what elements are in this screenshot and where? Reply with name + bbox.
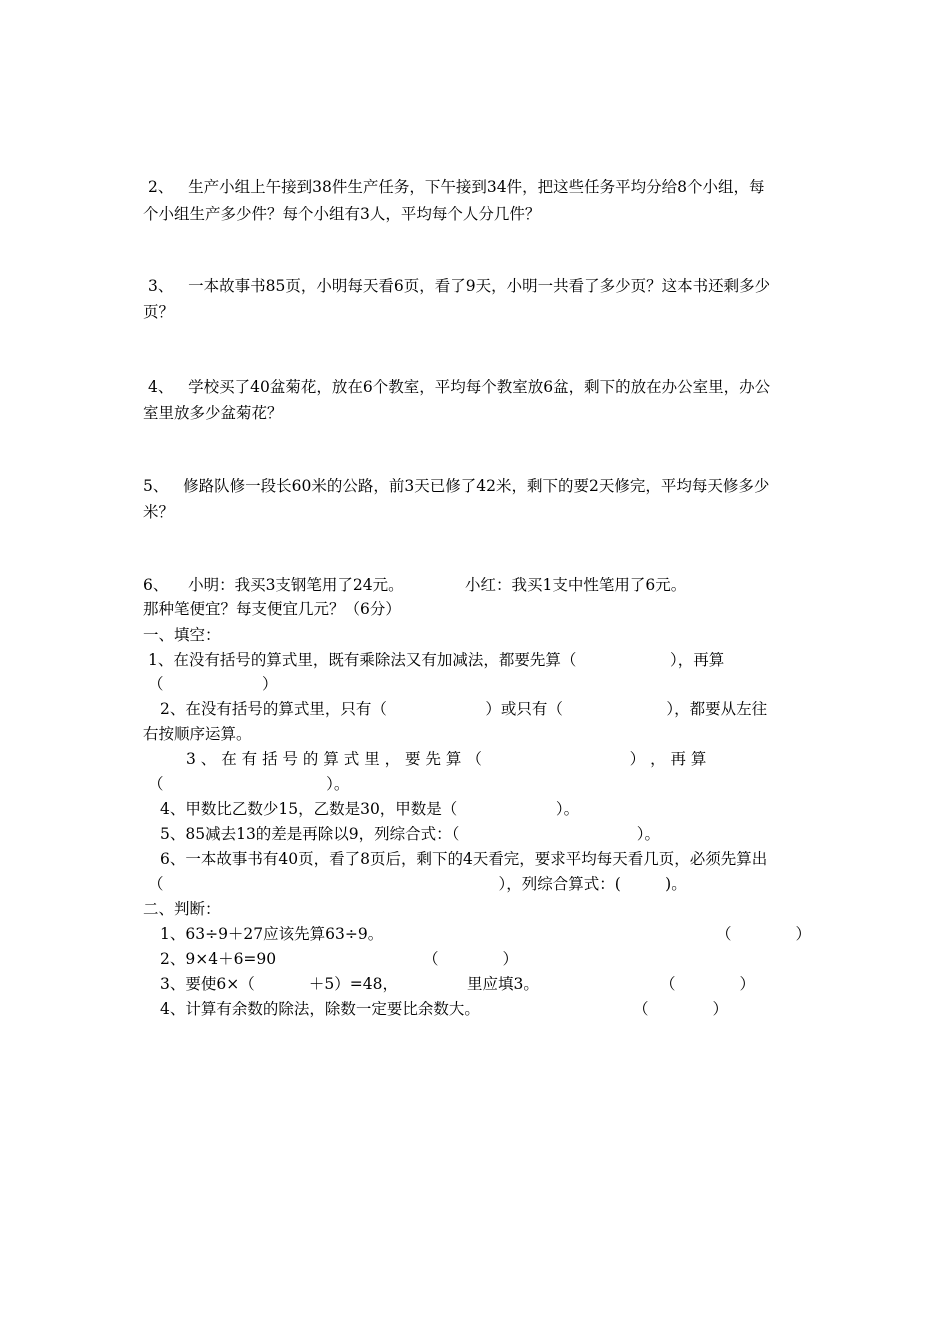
- fill-q2-line-1: 2、在没有括号的算式里，只有（ ）或只有（ ），都要从左往: [160, 700, 768, 718]
- fill-q6-line-2: （ ），列综合算式：( )。: [148, 875, 687, 893]
- fill-q4: 4、甲数比乙数少15，乙数是30，甲数是（ ）。: [160, 800, 580, 818]
- problem-3-line-2: 页？: [143, 303, 175, 321]
- fill-heading: 一、填空：: [143, 626, 221, 644]
- fill-q3-line-1: 3 、 在 有 括 号 的 算 式 里 ， 要 先 算 （ ） ， 再 算: [186, 750, 707, 768]
- problem-4-line-2: 室里放多少盆菊花？: [143, 404, 283, 422]
- fill-q2-line-2: 右按顺序运算。: [143, 725, 252, 743]
- judge-item-1-text: 1、63÷9＋27应该先算63÷9。: [160, 925, 384, 943]
- problem-2-line-2: 个小组生产多少件？每个小组有3人，平均每个人分几件？: [143, 205, 541, 223]
- problem-6-xiaoming: 6、 小明：我买3支钢笔用了24元。: [143, 576, 404, 594]
- problem-5-line-1: 5、 修路队修一段长60米的公路，前3天已修了42米，剩下的要2天修完，平均每天修多少: [143, 477, 770, 495]
- judge-heading: 二、判断：: [143, 900, 221, 918]
- fill-q1-line-1: 1、在没有括号的算式里，既有乘除法又有加减法，都要先算（ ），再算: [148, 651, 725, 669]
- problem-5-line-2: 米？: [143, 503, 175, 521]
- fill-q6-line-1: 6、一本故事书有40页，看了8页后，剩下的4天看完，要求平均每天看几页，必须先算出: [160, 850, 768, 868]
- judge-item-4-text: 4、计算有余数的除法，除数一定要比余数大。: [160, 1000, 480, 1018]
- fill-q1-line-2: （ ）: [148, 675, 278, 693]
- fill-q3-line-2: （ ）。: [148, 775, 350, 793]
- problem-6-xiaohong: 小红：我买1支中性笔用了6元。: [465, 576, 687, 594]
- problem-4-line-1: 4、 学校买了40盆菊花，放在6个教室，平均每个教室放6盆，剩下的放在办公室里，办公: [148, 378, 771, 396]
- judge-item-2-text: 2、9×4＋6=90: [160, 950, 277, 968]
- problem-3-line-1: 3、 一本故事书85页，小明每天看6页，看了9天，小明一共看了多少页？这本书还剩多少: [148, 277, 771, 295]
- problem-2-line-1: 2、 生产小组上午接到38件生产任务，下午接到34件，把这些任务平均分给8个小组，每: [148, 178, 765, 196]
- judge-item-3-mark[interactable]: （ ）: [660, 975, 756, 993]
- problem-6-question: 那种笔便宜？每支便宜几元？（6分）: [143, 600, 401, 618]
- judge-item-4-mark[interactable]: （ ）: [633, 1000, 729, 1018]
- judge-item-3-text: 3、要使6×（ ＋5）=48， 里应填3。: [160, 975, 539, 993]
- fill-q5: 5、85减去13的差是再除以9，列综合式：（ ）。: [160, 825, 661, 843]
- judge-item-1-mark[interactable]: （ ）: [716, 925, 812, 943]
- judge-item-2-mark[interactable]: （ ）: [423, 950, 519, 968]
